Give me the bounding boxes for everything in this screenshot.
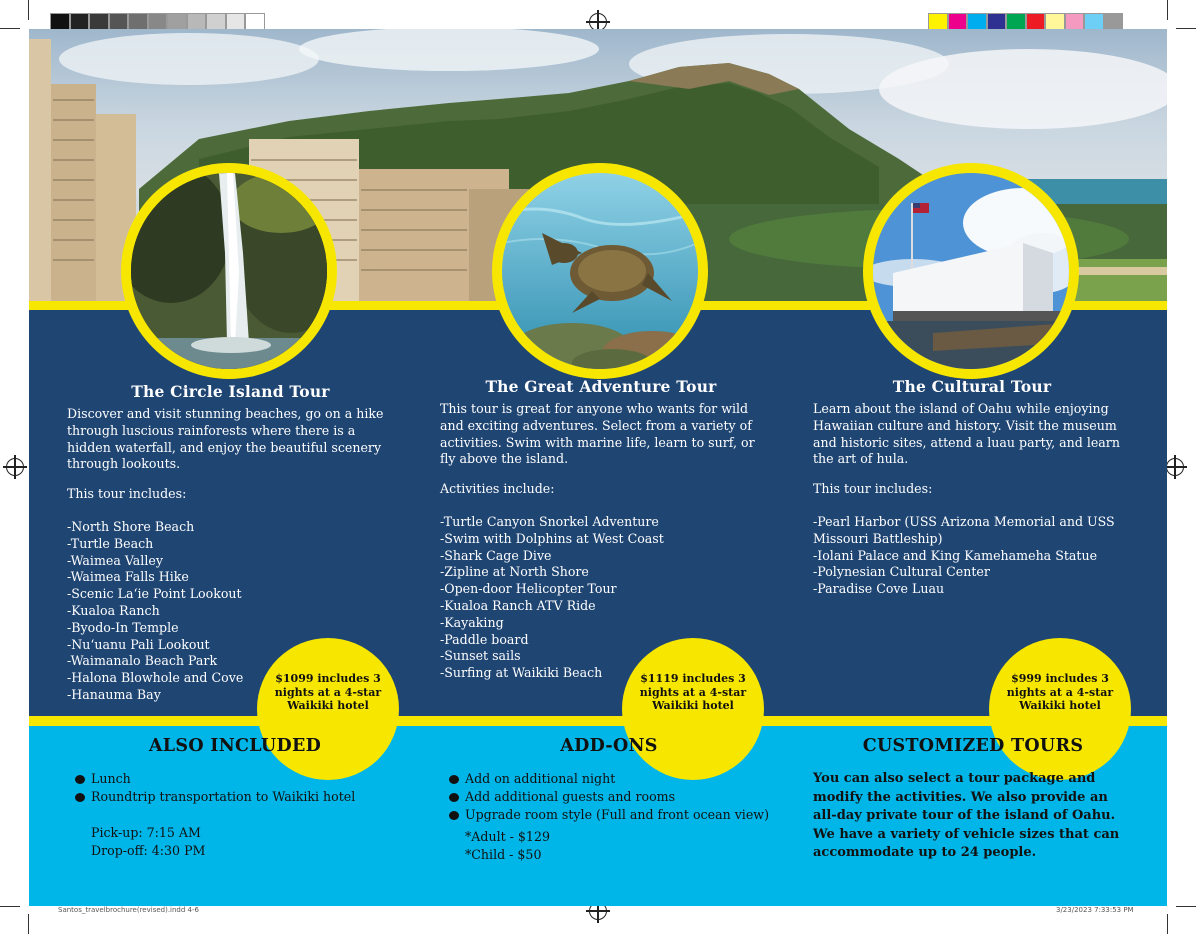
tour-items-list — [813, 514, 1131, 598]
included-list — [75, 770, 395, 806]
list-item: -Open-door Helicopter Tour — [440, 581, 617, 597]
crop-mark — [1167, 0, 1168, 20]
list-item: Lunch — [75, 770, 395, 788]
list-item: -Turtle Canyon Snorkel Adventure — [440, 513, 659, 529]
list-item: -Swim with Dolphins at West Coast — [440, 530, 664, 546]
tour-list-label: Activities include: — [440, 481, 555, 497]
section-title: ALSO INCLUDED — [148, 736, 322, 756]
crop-mark — [1176, 906, 1196, 907]
list-item: -Turtle Beach — [67, 535, 154, 551]
price-badge: $1099 includes 3 nights at a 4-star Waikiki hotel — [257, 638, 399, 780]
crop-mark — [28, 914, 29, 934]
brochure-page — [29, 29, 1167, 906]
adult-price: *Adult - $129 — [465, 829, 550, 844]
list-item: -Paddle board — [440, 631, 529, 647]
tour-title: The Cultural Tour — [892, 377, 1052, 396]
list-item: -North Shore Beach — [67, 518, 195, 534]
child-price: *Child - $50 — [465, 847, 542, 862]
list-item: -Nu‘uanu Pali Lookout — [67, 636, 210, 652]
section-title: ADD-ONS — [560, 736, 658, 756]
dropoff-time: Drop-off: 4:30 PM — [91, 843, 206, 858]
list-item: -Waimea Valley — [67, 552, 163, 568]
pearl-harbor-memorial-photo — [863, 163, 1079, 379]
crop-mark — [28, 0, 29, 20]
list-item: -Iolani Palace and King Kamehameha Statue — [813, 547, 1098, 563]
list-item: -Kualoa Ranch — [67, 602, 160, 618]
list-item: Upgrade room style (Full and front ocean view) — [449, 806, 769, 824]
list-item: -Waimea Falls Hike — [67, 569, 189, 585]
customized-text: You can also select a tour package and modify the activities. We also provide an all-day private tour of the island of Oahu. We have a variety of vehicle sizes that can accommodate up to 24 people. — [813, 771, 1120, 860]
section-title: CUSTOMIZED TOURS — [862, 736, 1084, 756]
list-item: -Scenic La‘ie Point Lookout — [67, 586, 242, 602]
list-item: -Byodo-In Temple — [67, 619, 179, 635]
tour-cultural — [813, 377, 1131, 598]
crop-mark — [1176, 28, 1196, 29]
also-included-section — [75, 736, 395, 860]
list-item: -Surfing at Waikiki Beach — [440, 665, 603, 681]
tour-title: The Circle Island Tour — [131, 382, 330, 401]
crop-mark — [0, 906, 20, 907]
customized-tours-section — [813, 736, 1133, 863]
list-item: -Kualoa Ranch ATV Ride — [440, 597, 596, 613]
tour-list-label: This tour includes: — [813, 481, 933, 497]
list-item: -Sunset sails — [440, 648, 521, 664]
tour-description: This tour is great for anyone who wants for wild and exciting adventures. Select from a variety of activities. Swim with marine life, learn to surf, or fly above the island. — [440, 401, 755, 467]
list-item: Add on additional night — [449, 770, 769, 788]
crop-mark — [1167, 914, 1168, 934]
list-item: -Kayaking — [440, 614, 504, 630]
slug-timestamp: 3/23/2023 7:33:53 PM — [1056, 906, 1134, 914]
list-item: Add additional guests and rooms — [449, 788, 769, 806]
list-item: -Halona Blowhole and Cove — [67, 670, 244, 686]
registration-mark-icon — [6, 458, 24, 476]
waterfall-photo — [121, 163, 337, 379]
sea-turtle-photo — [492, 163, 708, 379]
price-badge: $1119 includes 3 nights at a 4-star Waikiki hotel — [622, 638, 764, 780]
tour-list-label: This tour includes: — [67, 486, 187, 502]
list-item: -Zipline at North Shore — [440, 564, 589, 580]
crop-mark — [0, 28, 20, 29]
list-item: -Hanauma Bay — [67, 686, 161, 702]
list-item: -Paradise Cove Luau — [813, 581, 945, 597]
list-item: -Pearl Harbor (USS Arizona Memorial and USS Missouri Battleship) — [813, 513, 1115, 546]
tour-description: Learn about the island of Oahu while enjoying Hawaiian culture and history. Visit the museum and historic sites, attend a luau party, and learn the art of hula. — [813, 401, 1120, 467]
tour-title: The Great Adventure Tour — [485, 377, 717, 396]
slug-filename: Santos_travelbrochure(revised).indd 4-6 — [58, 906, 199, 914]
list-item: -Polynesian Cultural Center — [813, 564, 990, 580]
price-badge: $999 includes 3 nights at a 4-star Waikiki hotel — [989, 638, 1131, 780]
list-item: -Waimanalo Beach Park — [67, 653, 218, 669]
pickup-time: Pick-up: 7:15 AM — [91, 825, 201, 840]
addons-section — [449, 736, 769, 864]
list-item: Roundtrip transportation to Waikiki hotel — [75, 788, 395, 806]
registration-mark-icon — [1166, 458, 1184, 476]
addons-list — [449, 770, 769, 824]
tour-description: Discover and visit stunning beaches, go on a hike through luscious rainforests where there is a hidden waterfall, and enjoy the beautiful scenery through lookouts. — [67, 406, 384, 472]
list-item: -Shark Cage Dive — [440, 547, 552, 563]
tour-great-adventure — [440, 377, 762, 682]
